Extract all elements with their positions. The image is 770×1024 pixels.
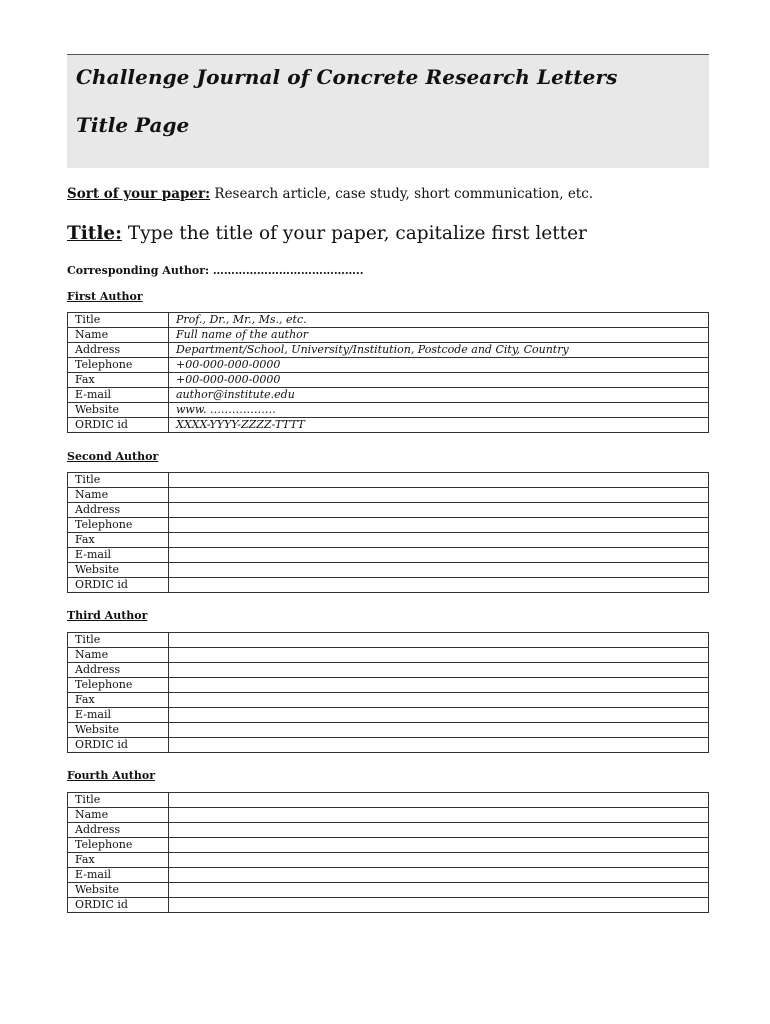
table-row bbox=[68, 578, 709, 593]
paper-sort-text: Research article, case study, short communication, etc. bbox=[210, 186, 594, 202]
field-value[interactable] bbox=[169, 838, 709, 853]
field-value[interactable] bbox=[169, 898, 709, 913]
table-row bbox=[68, 678, 709, 693]
field-value[interactable] bbox=[169, 518, 709, 533]
corresponding-author-label: Corresponding Author: bbox=[67, 264, 210, 277]
field-label: Name bbox=[68, 328, 169, 343]
third-author-table bbox=[67, 632, 709, 753]
field-value[interactable] bbox=[169, 678, 709, 693]
table-row bbox=[68, 808, 709, 823]
table-row bbox=[68, 663, 709, 678]
field-label: E-mail bbox=[68, 708, 169, 723]
field-label: ORDIC id bbox=[68, 898, 169, 913]
table-row bbox=[68, 853, 709, 868]
field-label: ORDIC id bbox=[68, 578, 169, 593]
field-label: Telephone bbox=[68, 838, 169, 853]
field-value[interactable]: author@institute.edu bbox=[169, 388, 709, 403]
paper-title-label: Title: bbox=[67, 223, 122, 244]
second-author-table bbox=[67, 472, 709, 593]
field-label: ORDIC id bbox=[68, 418, 169, 433]
field-label: Website bbox=[68, 403, 169, 418]
table-row bbox=[68, 708, 709, 723]
table-row bbox=[68, 473, 709, 488]
table-row bbox=[68, 723, 709, 738]
table-row bbox=[68, 403, 709, 418]
journal-title: Challenge Journal of Concrete Research Letters bbox=[76, 65, 618, 89]
table-row bbox=[68, 343, 709, 358]
field-label: Name bbox=[68, 648, 169, 663]
second-author-heading: Second Author bbox=[67, 450, 159, 463]
field-value[interactable]: www. ……………… bbox=[169, 403, 709, 418]
field-value[interactable] bbox=[169, 633, 709, 648]
field-label: Name bbox=[68, 488, 169, 503]
field-label: Fax bbox=[68, 373, 169, 388]
field-label: Fax bbox=[68, 533, 169, 548]
first-author-table bbox=[67, 312, 709, 433]
field-value[interactable] bbox=[169, 488, 709, 503]
fourth-author-heading: Fourth Author bbox=[67, 769, 155, 782]
field-value[interactable] bbox=[169, 648, 709, 663]
field-value[interactable]: Prof., Dr., Mr., Ms., etc. bbox=[169, 313, 709, 328]
field-label: Website bbox=[68, 723, 169, 738]
field-value[interactable]: +00-000-000-0000 bbox=[169, 358, 709, 373]
table-row bbox=[68, 793, 709, 808]
field-value[interactable]: Full name of the author bbox=[169, 328, 709, 343]
table-row bbox=[68, 838, 709, 853]
field-value[interactable] bbox=[169, 738, 709, 753]
field-value[interactable] bbox=[169, 693, 709, 708]
field-label: E-mail bbox=[68, 548, 169, 563]
field-label: Title bbox=[68, 793, 169, 808]
table-row bbox=[68, 548, 709, 563]
table-row bbox=[68, 648, 709, 663]
field-label: Title bbox=[68, 633, 169, 648]
field-label: Title bbox=[68, 473, 169, 488]
fourth-author-table bbox=[67, 792, 709, 913]
table-row bbox=[68, 533, 709, 548]
field-label: E-mail bbox=[68, 388, 169, 403]
field-label: Fax bbox=[68, 853, 169, 868]
field-label: E-mail bbox=[68, 868, 169, 883]
field-label: Address bbox=[68, 343, 169, 358]
field-label: Telephone bbox=[68, 518, 169, 533]
table-row bbox=[68, 418, 709, 433]
table-row bbox=[68, 898, 709, 913]
field-label: Address bbox=[68, 503, 169, 518]
field-value[interactable] bbox=[169, 853, 709, 868]
field-value[interactable] bbox=[169, 793, 709, 808]
field-value[interactable] bbox=[169, 578, 709, 593]
third-author-heading: Third Author bbox=[67, 609, 148, 622]
table-row bbox=[68, 883, 709, 898]
field-label: Website bbox=[68, 563, 169, 578]
field-value[interactable] bbox=[169, 533, 709, 548]
field-value[interactable] bbox=[169, 808, 709, 823]
field-value[interactable] bbox=[169, 883, 709, 898]
field-value[interactable] bbox=[169, 663, 709, 678]
field-label: Title bbox=[68, 313, 169, 328]
table-row bbox=[68, 633, 709, 648]
field-value[interactable] bbox=[169, 823, 709, 838]
paper-sort-line bbox=[67, 186, 593, 202]
table-row bbox=[68, 518, 709, 533]
paper-title-line bbox=[67, 223, 587, 244]
table-row bbox=[68, 388, 709, 403]
corresponding-author-line bbox=[67, 264, 364, 277]
table-row bbox=[68, 328, 709, 343]
field-value[interactable]: Department/School, University/Institution, Postcode and City, Country bbox=[169, 343, 709, 358]
field-label: ORDIC id bbox=[68, 738, 169, 753]
field-value[interactable] bbox=[169, 563, 709, 578]
field-value[interactable] bbox=[169, 723, 709, 738]
field-value[interactable] bbox=[169, 503, 709, 518]
field-label: Address bbox=[68, 823, 169, 838]
field-value[interactable]: +00-000-000-0000 bbox=[169, 373, 709, 388]
paper-sort-label: Sort of your paper: bbox=[67, 186, 211, 202]
table-row bbox=[68, 373, 709, 388]
table-row bbox=[68, 488, 709, 503]
table-row bbox=[68, 503, 709, 518]
field-value[interactable] bbox=[169, 548, 709, 563]
field-label: Telephone bbox=[68, 678, 169, 693]
page-title: Title Page bbox=[76, 113, 190, 137]
corresponding-author-value: ………………………………….. bbox=[209, 264, 364, 277]
header-box bbox=[67, 54, 709, 168]
field-value[interactable] bbox=[169, 708, 709, 723]
table-row bbox=[68, 823, 709, 838]
table-row bbox=[68, 563, 709, 578]
field-value[interactable]: XXXX-YYYY-ZZZZ-TTTT bbox=[169, 418, 709, 433]
field-label: Name bbox=[68, 808, 169, 823]
field-label: Website bbox=[68, 883, 169, 898]
field-value[interactable] bbox=[169, 868, 709, 883]
paper-title-text: Type the title of your paper, capitalize first letter bbox=[121, 223, 587, 244]
field-value[interactable] bbox=[169, 473, 709, 488]
table-row bbox=[68, 738, 709, 753]
field-label: Telephone bbox=[68, 358, 169, 373]
first-author-heading: First Author bbox=[67, 290, 143, 303]
table-row bbox=[68, 313, 709, 328]
table-row bbox=[68, 868, 709, 883]
field-label: Address bbox=[68, 663, 169, 678]
table-row bbox=[68, 358, 709, 373]
field-label: Fax bbox=[68, 693, 169, 708]
table-row bbox=[68, 693, 709, 708]
